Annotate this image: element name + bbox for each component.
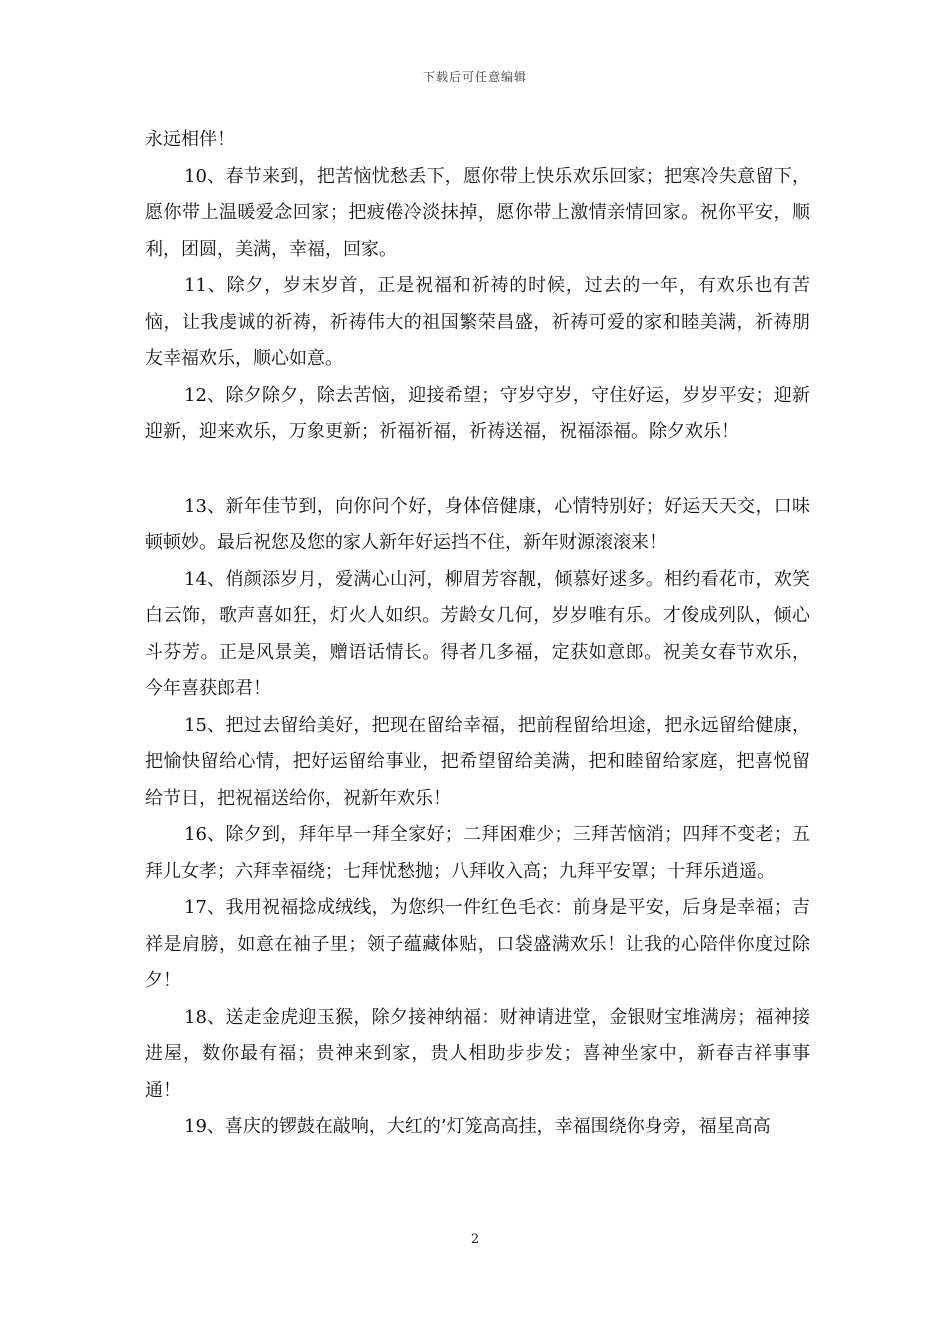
paragraph-16: 16、除夕到，拜年早一拜全家好；二拜困难少；三拜苦恼消；四拜不变老；五拜儿女孝；六拜幸福绕；七拜忧愁抛；八拜收入高；九拜平安罩；十拜乐逍遥。 — [145, 824, 810, 882]
paragraph-12: 12、除夕除夕，除去苦恼，迎接希望；守岁守岁，守住好运，岁岁平安；迎新迎新，迎来欢乐，万象更新；祈福祈福，祈祷送福，祝福添福。除夕欢乐！ — [145, 384, 810, 442]
document-body — [145, 122, 810, 1146]
paragraph-13: 13、新年佳节到，向你问个好，身体倍健康，心情特别好；好运天天交，口味顿顿妙。最后祝您及您的家人新年好运挡不住，新年财源滚滚来！ — [145, 495, 810, 553]
paragraph-14: 14、俏颜添岁月，爱满心山河，柳眉芳容靓，倾慕好逑多。相约看花市，欢笑白云饰，歌声喜如狂，灯火人如织。芳龄女几何，岁岁唯有乐。才俊成列队，倾心斗芬芳。正是风景美，赠语话情长。得者几多福，定获如意郎。祝美女春节欢乐，今年喜获郎君！ — [145, 568, 810, 699]
page-header-note: 下载后可任意编辑 — [422, 70, 527, 84]
paragraph-17: 17、我用祝福捻成绒线，为您织一件红色毛衣：前身是平安，后身是幸福；吉祥是肩膀，如意在袖子里；领子蕴藏体贴，口袋盛满欢乐！让我的心陪伴你度过除夕！ — [145, 897, 810, 991]
paragraph-11: 11、除夕，岁末岁首，正是祝福和祈祷的时候，过去的一年，有欢乐也有苦恼，让我虔诚的祈祷，祈祷伟大的祖国繁荣昌盛，祈祷可爱的家和睦美满，祈祷朋友幸福欢乐，顺心如意。 — [145, 275, 810, 369]
paragraph-continuation: 永远相伴！ — [145, 129, 235, 150]
paragraph-18: 18、送走金虎迎玉猴，除夕接神纳福：财神请进堂，金银财宝堆满房；福神接进屋，数你最有福；贵神来到家，贵人相助步步发；喜神坐家中，新春吉祥事事通！ — [145, 1006, 810, 1101]
page-number: 2 — [470, 1232, 480, 1247]
paragraph-15: 15、把过去留给美好，把现在留给幸福，把前程留给坦途，把永远留给健康，把愉快留给心情，把好运留给事业，把希望留给美满，把和睦留给家庭，把喜悦留给节日，把祝福送给你，祝新年欢乐！ — [145, 714, 810, 809]
paragraph-10: 10、春节来到，把苦恼忧愁丢下，愿你带上快乐欢乐回家；把寒冷失意留下，愿你带上温暖爱念回家；把疲倦冷淡抹掉，愿你带上激情亲情回家。祝你平安，顺利，团圆，美满，幸福，回家。 — [145, 165, 810, 260]
paragraph-19: 19、喜庆的锣鼓在敲响，大红的’灯笼高高挂，幸福围绕你身旁，福星高高 — [184, 1116, 771, 1137]
